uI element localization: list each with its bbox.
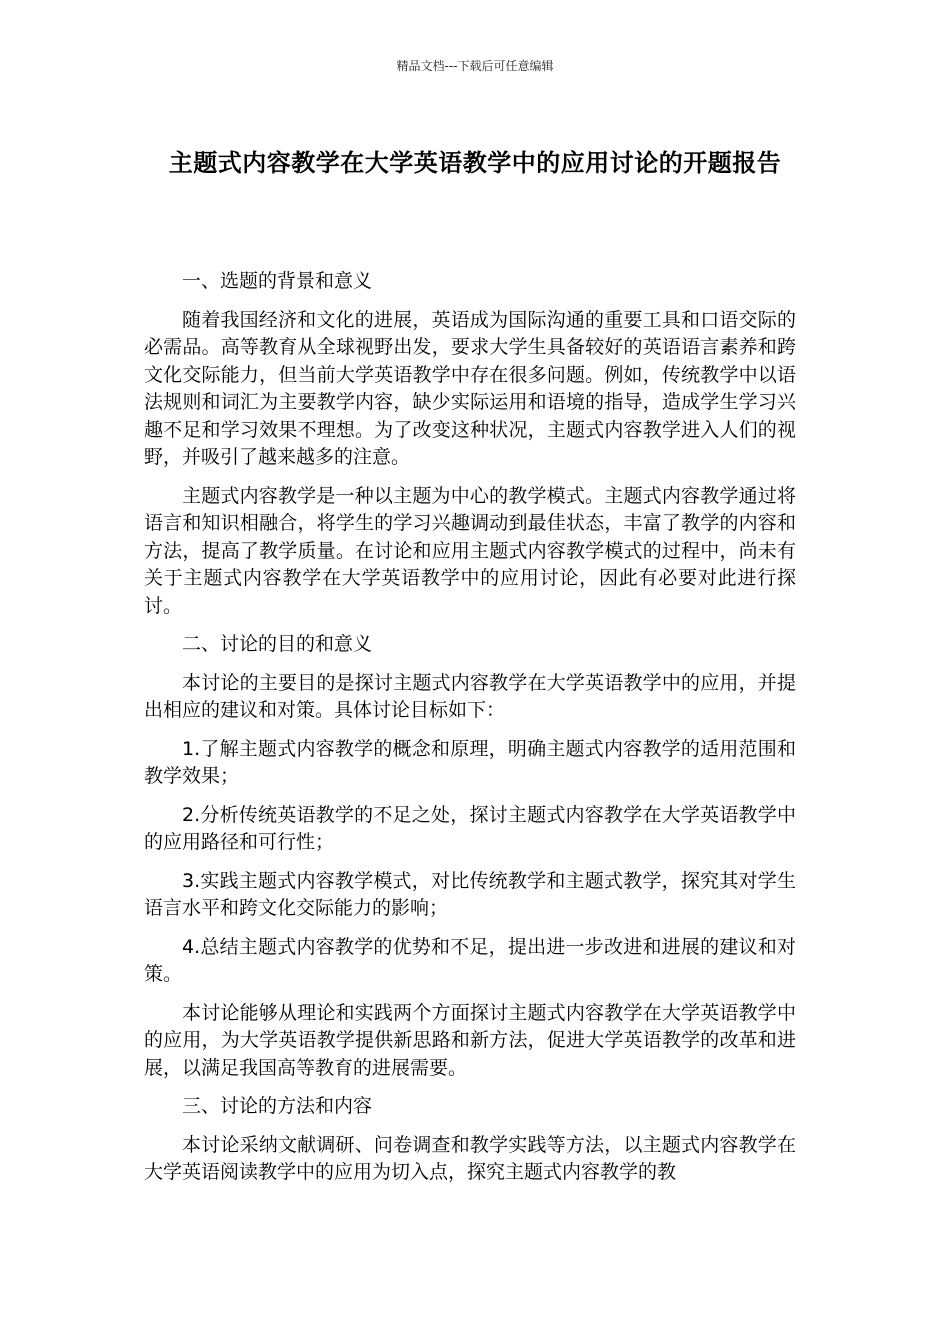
paragraph: 本讨论的主要目的是探讨主题式内容教学在大学英语教学中的应用，并提出相应的建议和对策。具体讨论目标如下： [144,671,796,721]
paragraph: 本讨论采纳文献调研、问卷调查和教学实践等方法，以主题式内容教学在大学英语阅读教学中的应用为切入点，探究主题式内容教学的教 [144,1133,796,1183]
paragraph: 主题式内容教学是一种以主题为中心的教学模式。主题式内容教学通过将语言和知识相融合，将学生的学习兴趣调动到最佳状态，丰富了教学的内容和方法，提高了教学质量。在讨论和应用主题式内容教学模式的过程中，尚未有关于主题式内容教学在大学英语教学中的应用讨论，因此有必要对此进行探讨。 [144,484,796,617]
header-note: 精品文档---下载后可任意编辑 [396,59,554,73]
list-item: 3.实践主题式内容教学模式，对比传统教学和主题式教学，探究其对学生语言水平和跨文化交际能力的影响； [144,869,796,919]
list-item: 1.了解主题式内容教学的概念和原理，明确主题式内容教学的适用范围和教学效果； [144,737,796,787]
list-item: 2.分析传统英语教学的不足之处，探讨主题式内容教学在大学英语教学中的应用路径和可行性； [144,803,796,853]
paragraph: 本讨论能够从理论和实践两个方面探讨主题式内容教学在大学英语教学中的应用，为大学英语教学提供新思路和新方法，促进大学英语教学的改革和进展，以满足我国高等教育的进展需要。 [144,1001,796,1079]
paragraph: 随着我国经济和文化的进展，英语成为国际沟通的重要工具和口语交际的必需品。高等教育从全球视野出发，要求大学生具备较好的英语语言素养和跨文化交际能力，但当前大学英语教学中存在很多问题。例如，传统教学中以语法规则和词汇为主要教学内容，缺少实际运用和语境的指导，造成学生学习兴趣不足和学习效果不理想。为了改变这种状况，主题式内容教学进入人们的视野，并吸引了越来越多的注意。 [144,308,796,468]
section-heading-methods: 三、讨论的方法和内容 [182,1095,373,1117]
section-heading-background: 一、选题的背景和意义 [182,270,373,292]
document-title: 主题式内容教学在大学英语教学中的应用讨论的开题报告 [168,149,782,177]
list-item: 4.总结主题式内容教学的优势和不足，提出进一步改进和进展的建议和对策。 [144,935,796,985]
document-body [144,268,796,1198]
section-heading-purpose: 二、讨论的目的和意义 [182,633,373,655]
